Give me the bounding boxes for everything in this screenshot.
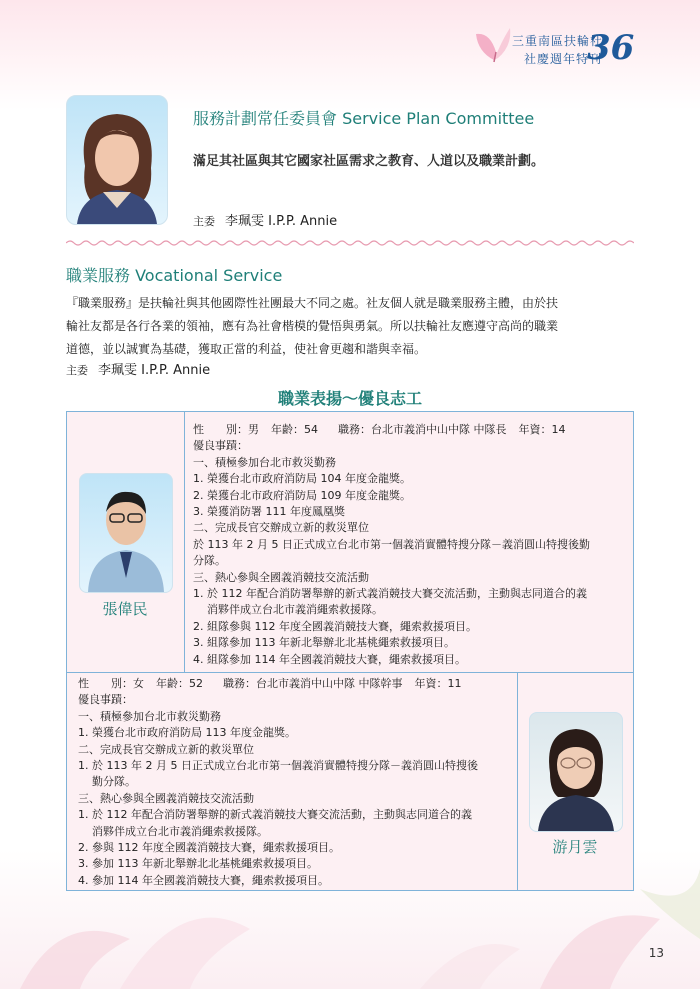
seniority-field: 年資：14 [518,423,566,436]
position-field: 職務：台北市義消中山中隊 中隊幹事 [223,677,403,690]
merit-item: 勤分隊。 [92,775,136,789]
volunteer-name: 游月雲 [552,838,598,856]
volunteer-portrait [79,473,173,593]
publication-name: 社慶週年特刊 [524,52,603,66]
seniority-field: 年資：11 [414,677,462,690]
committee-title: 服務計劃常任委員會 Service Plan Committee [193,109,535,128]
volunteer-info-row [78,676,478,692]
merit-item: 消夥伴成立台北市義消繩索救援隊。 [92,824,268,838]
volunteer-portrait [529,712,623,832]
merit-item: 2. 參與 112 年度全國義消競技大賽，繩索救援項目。 [78,841,340,855]
merit-item: 1. 榮獲台北市政府消防局 104 年度金龍獎。 [193,472,411,486]
merit-heading: 優良事蹟： [193,439,248,453]
chair-name: 李珮雯 I.P.P. Annie [225,214,338,229]
wavy-divider [66,238,634,248]
merit-item: 分隊。 [193,554,226,568]
butterfly-icon [472,22,512,66]
merit-item: 三、熱心參與全國義消競技交流活動 [193,570,369,584]
merit-item: 一、積極參加台北市救災勤務 [78,709,221,723]
vocational-chair [66,359,210,378]
merit-item: 3. 參加 113 年新北舉辦北北基桃繩索救援項目。 [78,857,318,871]
age-field: 年齡：54 [271,423,318,436]
merit-item: 於 113 年 2 月 5 日正式成立台北市第一個義消實體特搜分隊－義消圓山特搜後勤 [193,537,590,551]
paragraph-line: 『職業服務』是扶輪社與其他國際性社團最大不同之處。社友個人就是職業服務主體，由於扶 [66,296,559,310]
committee-description: 滿足其社區與其它國家社區需求之教育、人道以及職業計劃。 [193,154,545,169]
table-divider [184,411,185,672]
vocational-service-title: 職業服務 Vocational Service [66,266,283,285]
merit-item: 1. 於 113 年 2 月 5 日正式成立台北市第一個義消實體特搜分隊－義消圓山特搜後 [78,759,478,773]
club-brand [472,22,662,70]
volunteer-info-row [193,422,590,438]
merit-heading: 優良事蹟： [78,693,133,707]
merit-item: 3. 組隊參加 113 年新北舉辦北北基桃繩索救援項目。 [193,636,455,650]
merit-item: 2. 榮獲台北市政府消防局 109 年度金龍獎。 [193,488,411,502]
merit-item: 三、熱心參與全國義消競技交流活動 [78,791,254,805]
anniversary-number: 36 [587,28,635,68]
gender-field: 性 別：女 [78,677,144,690]
merit-item: 1. 榮獲台北市政府消防局 113 年度金龍獎。 [78,726,296,740]
chair-role-label: 主委 [193,215,215,228]
merit-item: 4. 參加 114 年全國義消競技大賽，繩索救援項目。 [78,873,329,887]
chair-role-label: 主委 [66,364,88,377]
chair-portrait [66,95,168,225]
merit-item: 1. 於 112 年配合消防署舉辦的新式義消競技大賽交流活動，主動與志同道合的義 [78,808,472,822]
merit-item: 二、完成長官交辦成立新的救災單位 [78,742,254,756]
paragraph-line: 道德，並以誠實為基礎，獲取正當的利益，使社會更趨和諧與幸福。 [66,342,427,356]
merit-list [78,709,478,889]
merit-item: 4. 組隊參加 114 年全國義消競技大賽，繩索救援項目。 [193,652,466,666]
club-name: 三重南區扶輪社 [512,34,604,48]
merit-item: 一、積極參加台北市救災勤務 [193,455,336,469]
paragraph-line: 輪社友都是各行各業的領袖，應有為社會楷模的覺悟與勇氣。所以扶輪社友應遵守高尚的職業 [66,319,559,333]
page-number: 13 [648,946,664,960]
table-divider [517,672,518,891]
merit-list [193,455,590,668]
merit-item: 1. 於 112 年配合消防署舉辦的新式義消競技大賽交流活動，主動與志同道合的義 [193,587,587,601]
table-divider [66,672,634,673]
chair-name: 李珮雯 I.P.P. Annie [98,363,211,378]
merit-item: 消夥伴成立台北市義消繩索救援隊。 [207,603,383,617]
position-field: 職務：台北市義消中山中隊 中隊長 [338,423,507,436]
merit-item: 3. 榮獲消防署 111 年度鳳凰獎 [193,505,345,519]
merit-item: 2. 組隊參與 112 年度全國義消競技大賽，繩索救援項目。 [193,619,477,633]
committee-chair [193,210,337,229]
volunteer-details [193,422,590,668]
volunteer-name: 張偉民 [102,600,148,618]
age-field: 年齡：52 [156,677,203,690]
volunteer-details [78,676,478,889]
recognition-title: 職業表揚～優良志工 [277,389,422,408]
vocational-service-paragraph [66,292,636,361]
merit-item: 二、完成長官交辦成立新的救災單位 [193,521,369,535]
gender-field: 性 別：男 [193,423,259,436]
